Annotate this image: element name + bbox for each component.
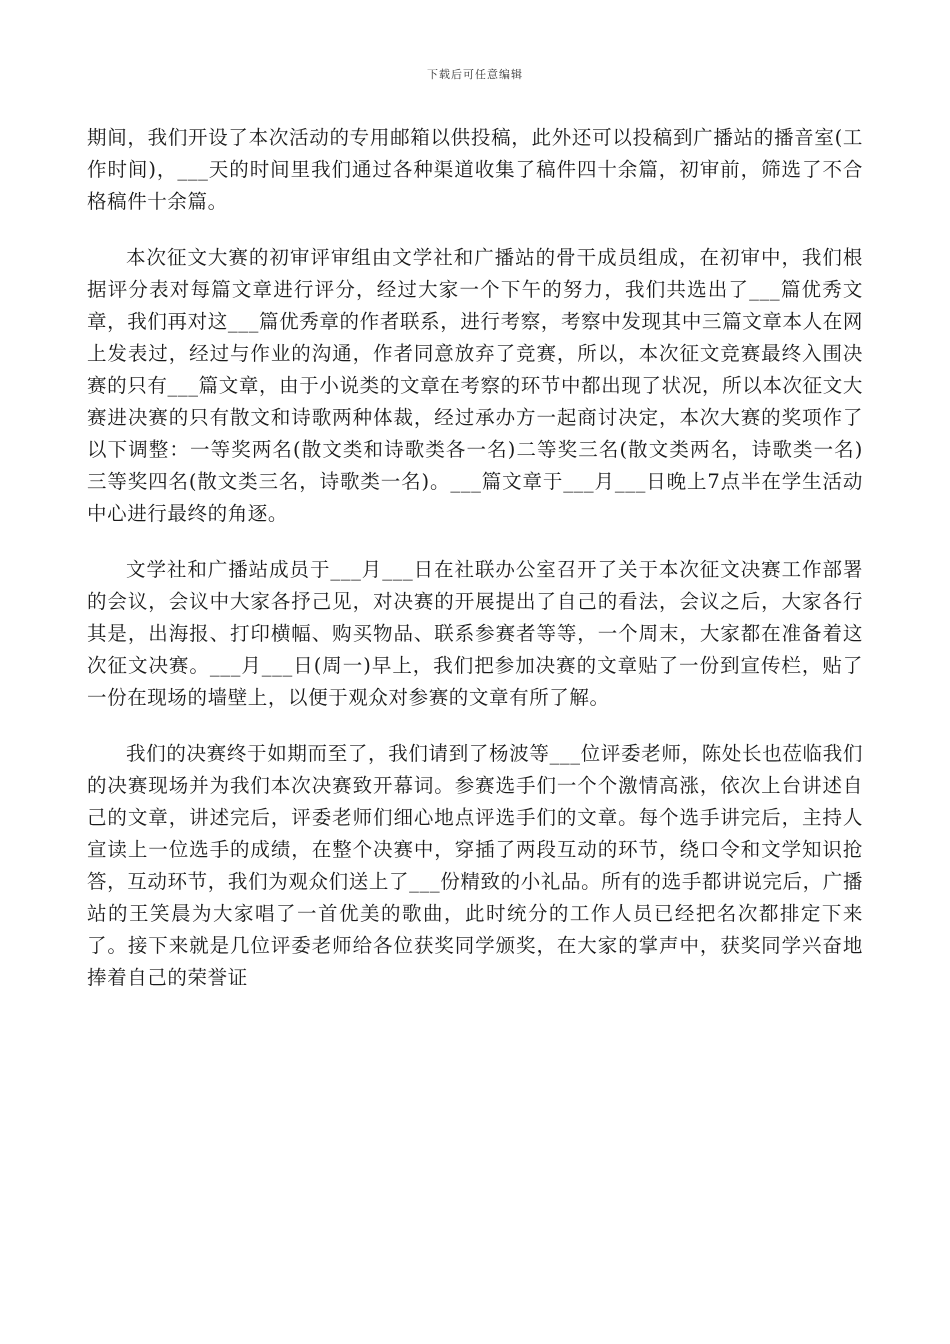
paragraph-final-event: 我们的决赛终于如期而至了，我们请到了杨波等___位评委老师，陈处长也莅临我们的决赛现场并为我们本次决赛致开幕词。参赛选手们一个个激情高涨，依次上台讲述自己的文章，讲述完后，评委老师们细心地点评选手们的文章。每个选手讲完后，主持人宣读上一位选手的成绩，在整个决赛中，穿插了两段互动的环节，绕口令和文学知识抢答，互动环节，我们为观众们送上了___份精致的小礼品。所有的选手都讲说完后，广播站的王笑晨为大家唱了一首优美的歌曲，此时统分的工作人员已经把名次都排定下来了。接下来就是几位评委老师给各位获奖同学颁奖，在大家的掌声中，获奖同学兴奋地捧着自己的荣誉证	[87, 742, 863, 989]
document-body	[87, 122, 863, 1018]
page-header: 下载后可任意编辑	[427, 68, 523, 81]
paragraph-preliminary-review: 本次征文大赛的初审评审组由文学社和广播站的骨干成员组成，在初审中，我们根据评分表对每篇文章进行评分，经过大家一个下午的努力，我们共选出了___篇优秀文章，我们再对这___篇优秀章的作者联系，进行考察，考察中发现其中三篇文章本人在网上发表过，经过与作业的沟通，作者同意放弃了竞赛，所以，本次征文竞赛最终入围决赛的只有___篇文章，由于小说类的文章在考察的环节中都出现了状况，所以本次征文大赛进决赛的只有散文和诗歌两种体裁，经过承办方一起商讨决定，本次大赛的奖项作了以下调整：一等奖两名(散文类和诗歌类各一名)二等奖三名(散文类两名，诗歌类一名)三等奖四名(散文类三名，诗歌类一名)。___篇文章于___月___日晚上7点半在学生活动中心进行最终的角逐。	[87, 246, 863, 525]
paragraph-final-preparation: 文学社和广播站成员于___月___日在社联办公室召开了关于本次征文决赛工作部署的会议，会议中大家各抒己见，对决赛的开展提出了自己的看法，会议之后，大家各行其是，出海报、打印横幅、购买物品、联系参赛者等等，一个周末，大家都在准备着这次征文决赛。___月___日(周一)早上，我们把参加决赛的文章贴了一份到宣传栏，贴了一份在现场的墙壁上，以便于观众对参赛的文章有所了解。	[87, 558, 863, 709]
paragraph-submission-period: 期间，我们开设了本次活动的专用邮箱以供投稿，此外还可以投稿到广播站的播音室(工作时间)，___天的时间里我们通过各种渠道收集了稿件四十余篇，初审前，筛选了不合格稿件十余篇。	[87, 126, 863, 213]
